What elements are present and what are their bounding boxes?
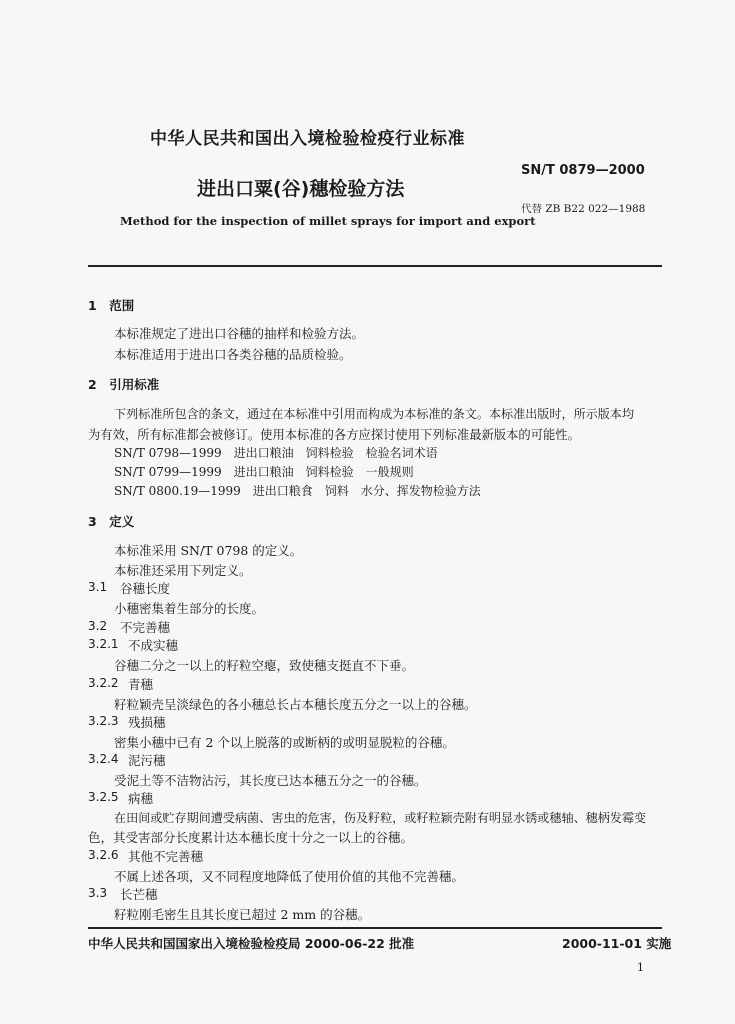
clause-definition-cont: 色，其受害部分长度累计达本穗长度十分之一以上的谷穗。 bbox=[88, 830, 414, 845]
clause-definition: 不属上述各项，又不同程度地降低了使用价值的其他不完善穗。 bbox=[114, 869, 465, 884]
reference-item: SN/T 0800.19—1999 进出口粮食 饲料 水分、挥发物检验方法 bbox=[114, 484, 481, 498]
clause-number: 3.2.4 bbox=[88, 752, 119, 766]
clause-number: 3.2.6 bbox=[88, 848, 119, 862]
clause-term: 残损穗 bbox=[128, 715, 166, 730]
clause-term: 不成实穗 bbox=[128, 638, 179, 653]
section-2-para-line-2: 为有效，所有标准都会被修订。使用本标准的各方应探讨使用下列标准最新版本的可能性。 bbox=[88, 428, 580, 442]
clause-number: 3.1 bbox=[88, 580, 108, 594]
section-3-para-1: 本标准采用 SN/T 0798 的定义。 bbox=[114, 543, 303, 558]
clause-definition: 受泥土等不洁物沾污，其长度已达本穗五分之一的谷穗。 bbox=[114, 773, 427, 788]
section-2-para-line-1: 下列标准所包含的条文，通过在本标准中引用而构成为本标准的条文。本标准出版时，所示版本均 bbox=[114, 407, 635, 421]
agency-title: 中华人民共和国出入境检验检疫行业标准 bbox=[150, 129, 465, 149]
section-1-para-2: 本标准适用于进出口各类谷穗的品质检验。 bbox=[114, 347, 352, 362]
page-number: 1 bbox=[637, 961, 644, 974]
clause-term: 长芒穗 bbox=[120, 887, 158, 902]
approval-line: 中华人民共和国国家出入境检验检疫局 2000-06-22 批准 bbox=[88, 936, 415, 951]
clause-number: 3.2.2 bbox=[88, 676, 119, 690]
clause-definition: 在田间或贮存期间遭受病菌、害虫的危害，伤及籽粒，或籽粒颖壳附有明显水锈或穗轴、穗柄发霉变 bbox=[114, 811, 647, 825]
clause-definition: 谷穗二分之一以上的籽粒空瘪，致使穗支挺直不下垂。 bbox=[114, 658, 415, 673]
section-3-para-2: 本标准还采用下列定义。 bbox=[114, 563, 252, 578]
replaces-note: 代替 ZB B22 022—1988 bbox=[521, 203, 646, 215]
reference-item: SN/T 0799—1999 进出口粮油 饲料检验 一般规则 bbox=[114, 465, 414, 479]
section-1-para-1: 本标准规定了进出口谷穗的抽样和检验方法。 bbox=[114, 326, 365, 341]
reference-item: SN/T 0798—1999 进出口粮油 饲料检验 检验名词术语 bbox=[114, 446, 438, 460]
footer-rule bbox=[88, 927, 662, 929]
clause-number: 3.3 bbox=[88, 886, 108, 900]
clause-number: 3.2.3 bbox=[88, 714, 119, 728]
clause-definition: 籽粒颖壳呈淡绿色的各小穗总长占本穗长度五分之一以上的谷穗。 bbox=[114, 697, 477, 712]
clause-definition: 密集小穗中已有 2 个以上脱落的或断柄的或明显脱粒的谷穗。 bbox=[114, 735, 455, 750]
section-3-heading: 3 定义 bbox=[88, 514, 135, 529]
clause-number: 3.2.5 bbox=[88, 790, 119, 804]
clause-term: 不完善穗 bbox=[120, 620, 171, 635]
clause-term: 青穗 bbox=[128, 677, 154, 692]
standard-title-cn: 进出口粟(谷)穗检验方法 bbox=[197, 178, 405, 200]
section-2-heading: 2 引用标准 bbox=[88, 377, 160, 392]
section-1-heading: 1 范围 bbox=[88, 298, 135, 313]
clause-definition: 籽粒刚毛密生且其长度已超过 2 mm 的谷穗。 bbox=[114, 907, 371, 922]
clause-term: 泥污穗 bbox=[128, 753, 166, 768]
clause-term: 其他不完善穗 bbox=[128, 849, 204, 864]
clause-definition: 小穗密集着生部分的长度。 bbox=[114, 601, 265, 616]
effective-date: 2000-11-01 实施 bbox=[562, 936, 672, 951]
standard-title-en: Method for the inspection of millet sprays for import and export bbox=[120, 214, 536, 228]
header-rule bbox=[88, 265, 662, 267]
clause-term: 谷穗长度 bbox=[120, 581, 171, 596]
clause-number: 3.2.1 bbox=[88, 637, 119, 651]
standard-number: SN/T 0879—2000 bbox=[521, 163, 645, 178]
clause-number: 3.2 bbox=[88, 619, 108, 633]
clause-term: 病穗 bbox=[128, 791, 154, 806]
